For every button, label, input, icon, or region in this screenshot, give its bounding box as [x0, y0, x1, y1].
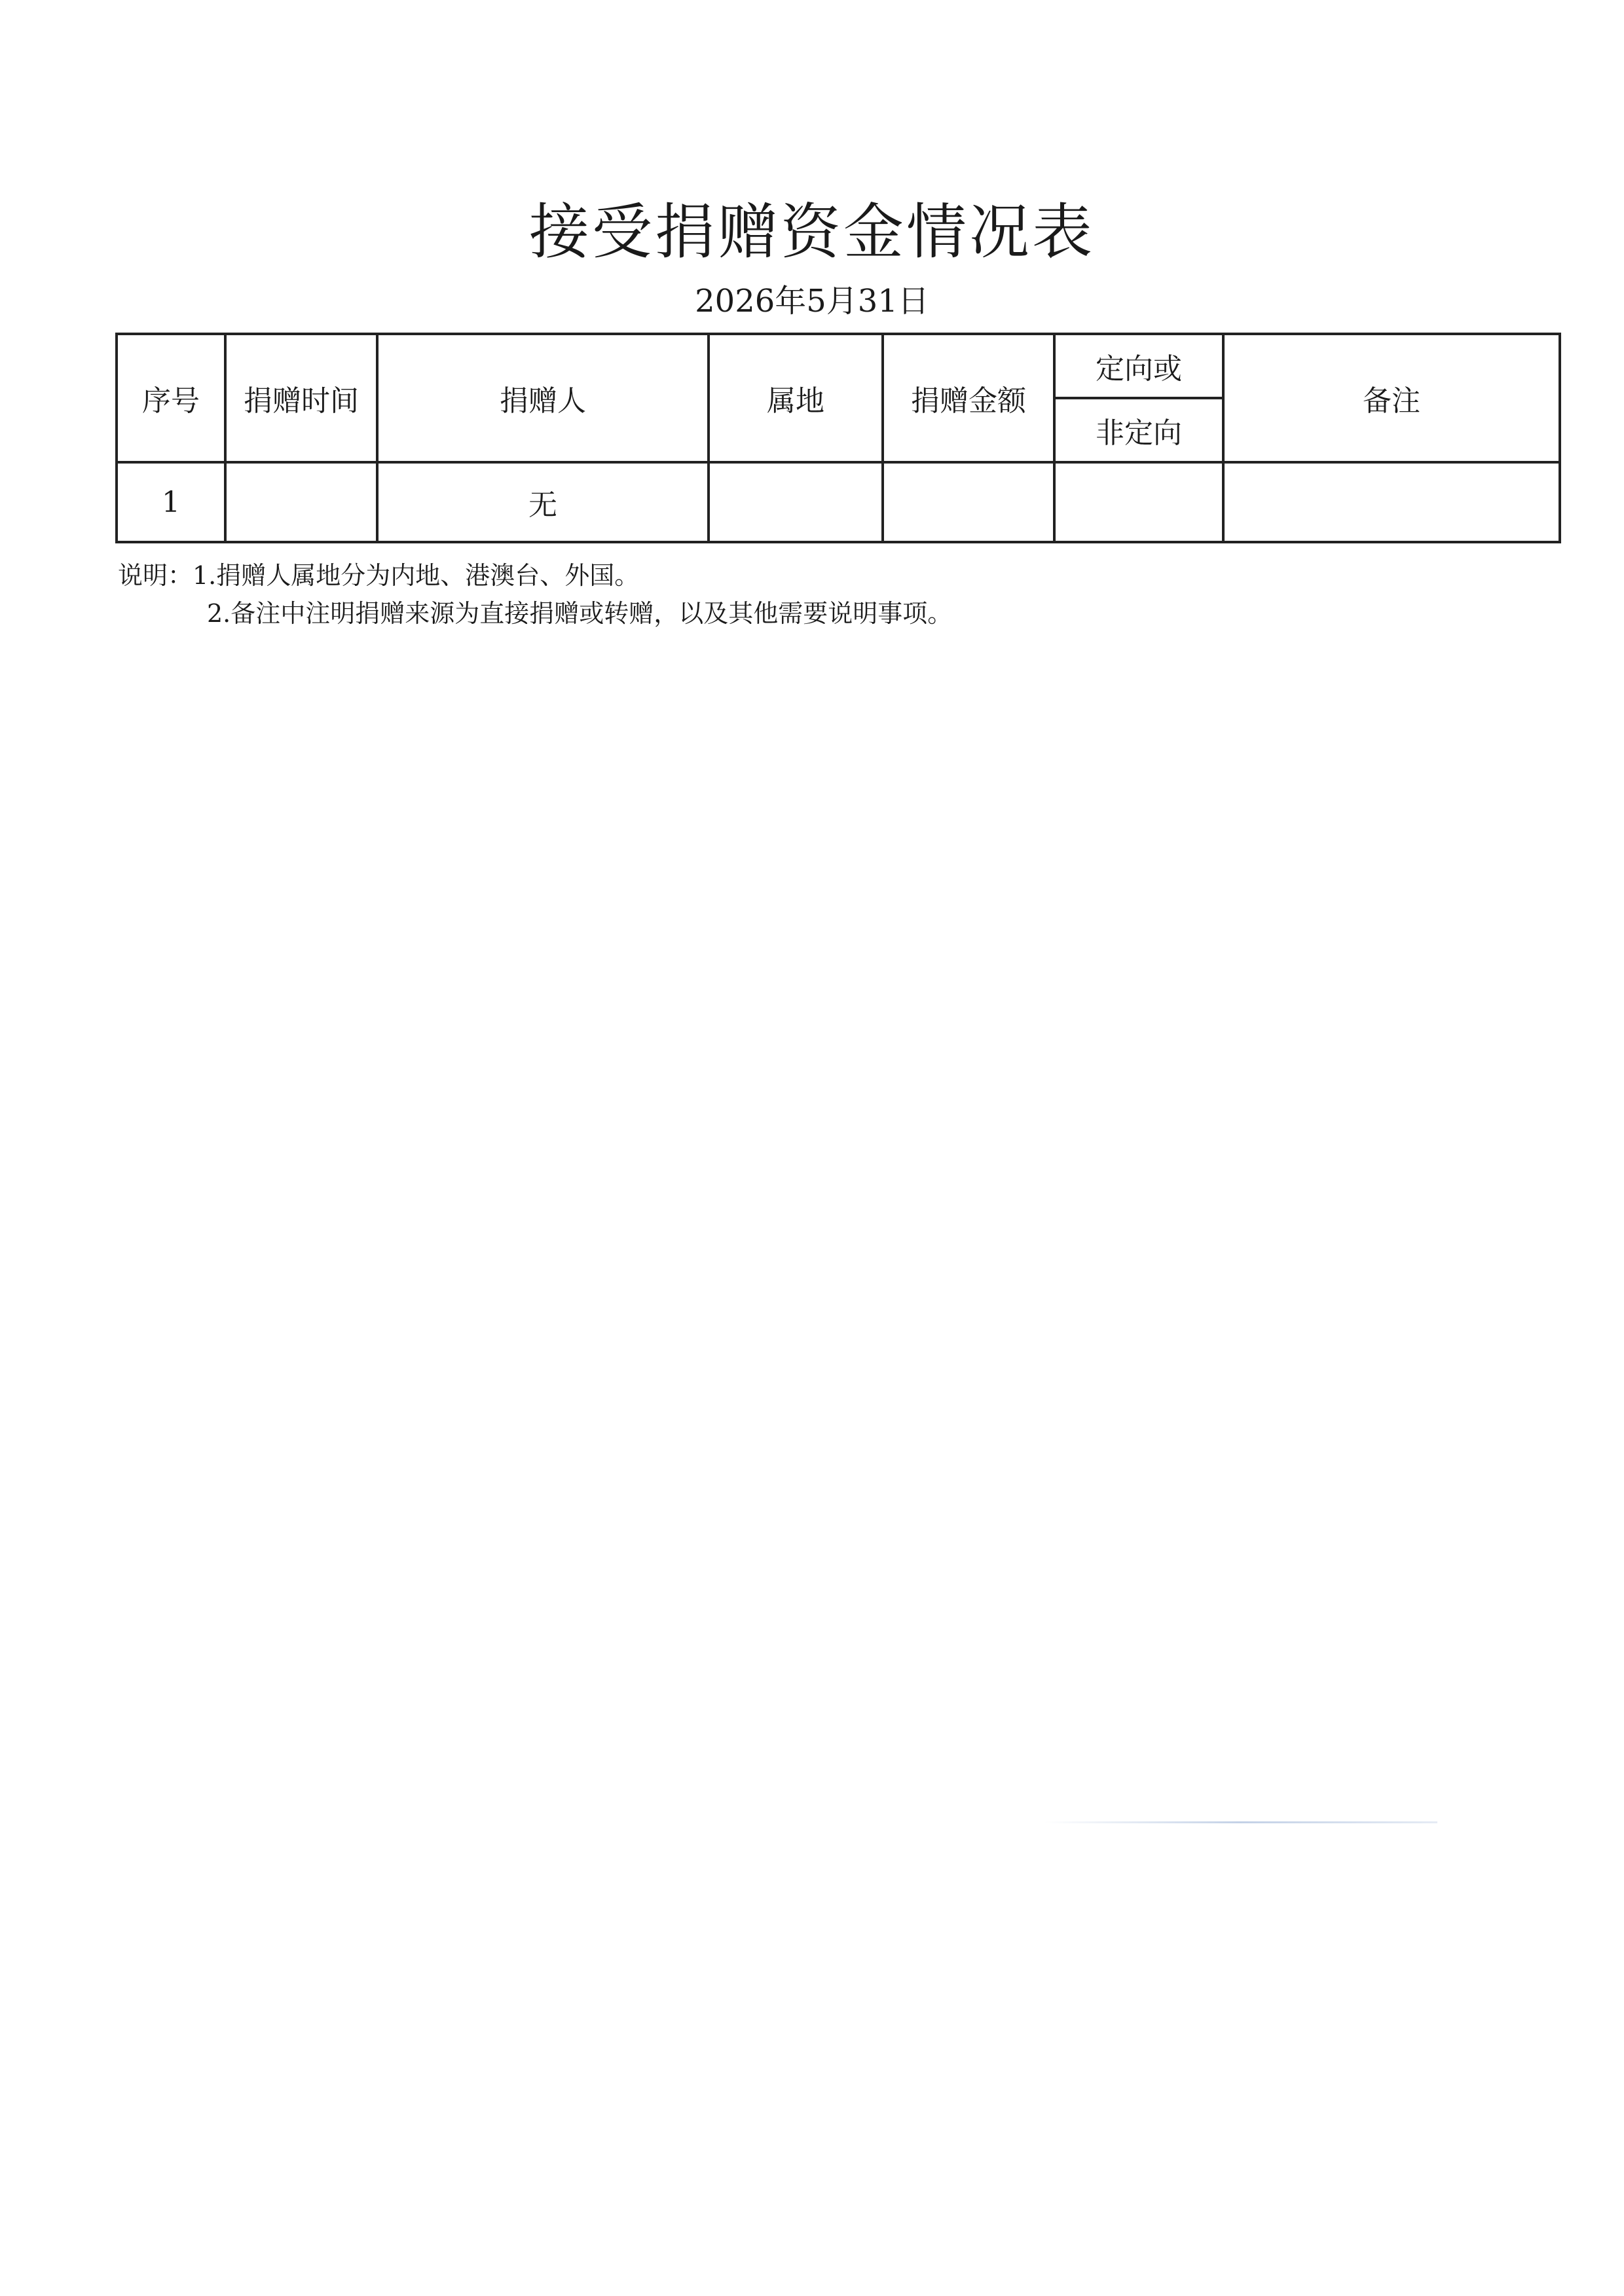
header-directed-bottom: 非定向 — [1054, 398, 1223, 462]
cell-directed — [1054, 462, 1223, 542]
document-date: 2026年5月31日 — [695, 283, 929, 319]
header-location: 属地 — [709, 334, 883, 462]
header-seq: 序号 — [117, 334, 225, 462]
note-line-2: 2.备注中注明捐赠来源为直接捐赠或转赠，以及其他需要说明事项。 — [207, 599, 953, 628]
header-amount: 捐赠金额 — [883, 334, 1054, 462]
cell-donor: 无 — [377, 462, 709, 542]
header-row — [117, 334, 1560, 398]
header-donor: 捐赠人 — [377, 334, 709, 462]
cell-location — [709, 462, 883, 542]
cell-seq: 1 — [117, 462, 225, 542]
table-row — [117, 462, 1560, 542]
donation-table — [115, 333, 1561, 543]
notes — [118, 556, 952, 632]
header-directed-top: 定向或 — [1054, 334, 1223, 398]
header-time: 捐赠时间 — [225, 334, 377, 462]
header-remarks: 备注 — [1223, 334, 1560, 462]
cell-remarks — [1223, 462, 1560, 542]
note-line-1: 说明：1.捐赠人属地分为内地、港澳台、外国。 — [118, 561, 640, 590]
cell-amount — [883, 462, 1054, 542]
cell-time — [225, 462, 377, 542]
document-title: 接受捐赠资金情况表 — [528, 197, 1095, 267]
scan-artifact-line — [1044, 1821, 1437, 1823]
